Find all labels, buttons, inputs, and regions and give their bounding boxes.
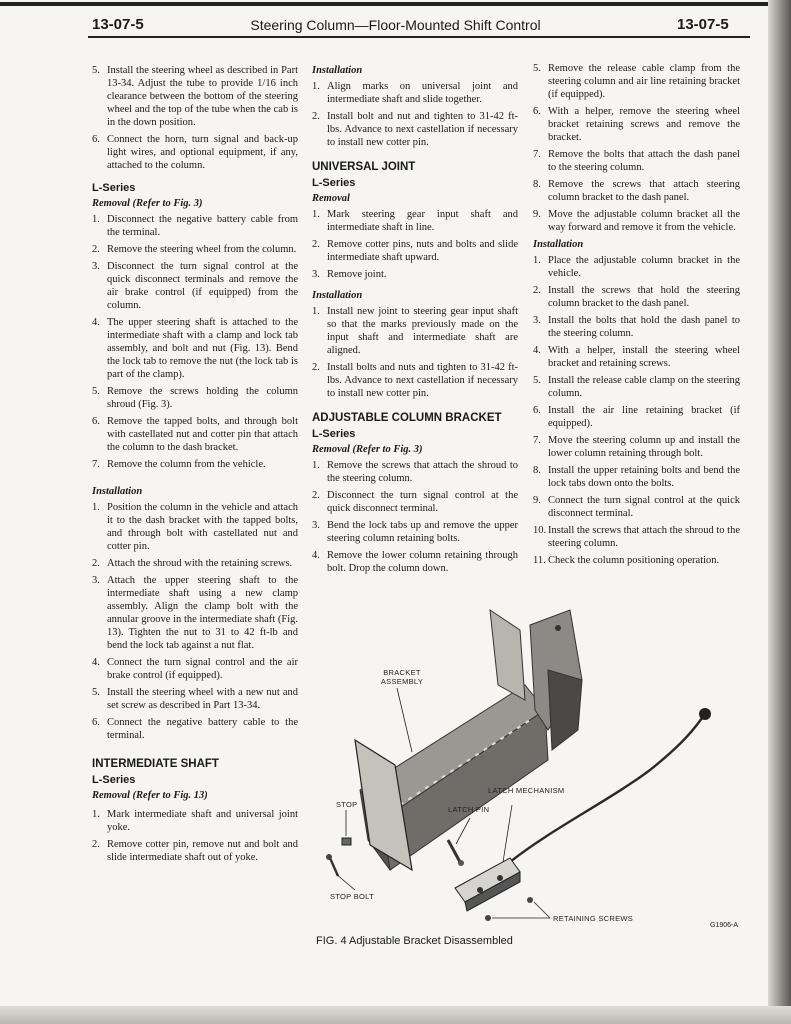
list-col2-installation-2 <box>312 305 518 400</box>
item-number: 2. <box>312 111 320 122</box>
item-text: Install the release cable clamp on the steering column. <box>548 375 740 399</box>
label-latch-mechanism: LATCH MECHANISM <box>488 786 565 795</box>
item-text: Check the column positioning operation. <box>548 555 720 566</box>
item-text: Remove the screws holding the column shroud (Fig. 3). <box>107 386 298 410</box>
top-border <box>0 2 791 6</box>
list-item <box>92 213 298 239</box>
item-text: Install the air line retaining bracket (if equipped). <box>548 405 740 429</box>
item-number: 5. <box>92 386 100 397</box>
column-left <box>92 64 298 868</box>
item-text: Remove the lower column retaining through bolt. Drop the column down. <box>327 550 518 574</box>
list-col1-removal-2 <box>92 808 298 864</box>
item-text: The upper steering shaft is attached to the intermediate shaft with a clamp and lock tab assembly, and bolt and nut (Fig. 13). Bend the lock tab to remove the nut (the lock tab is part of the clamp). <box>107 317 298 380</box>
item-text: Move the adjustable column bracket all the way forward and remove it from the vehicle. <box>548 209 740 233</box>
item-number: 6. <box>533 106 541 117</box>
item-text: Remove the steering wheel from the column. <box>107 244 297 255</box>
item-number: 4. <box>92 657 100 668</box>
item-text: Position the column in the vehicle and attach it to the dash bracket with the tapped bolts, and through bolt with castellated nut and cotter pin. <box>107 502 298 552</box>
list-item <box>312 268 518 281</box>
column-middle <box>312 64 518 579</box>
item-number: 3. <box>92 575 100 586</box>
list-item <box>92 133 298 172</box>
item-number: 11. <box>533 555 546 566</box>
label-latch-pin: LATCH PIN <box>448 805 490 814</box>
list-item <box>92 557 298 570</box>
list-item <box>533 254 740 280</box>
label-stop: STOP <box>336 800 358 809</box>
item-text: Install the screws that attach the shroud to the steering column. <box>548 525 740 549</box>
item-text: Remove the tapped bolts, and through bolt with castellated nut and cotter pin that attach the column to the dash bracket. <box>107 416 298 453</box>
item-text: Mark intermediate shaft and universal joint yoke. <box>107 809 298 833</box>
list-item <box>312 80 518 106</box>
subheading-l-series: L-Series <box>92 182 136 194</box>
list-item <box>92 415 298 454</box>
label-bracket-assembly: BRACKET ASSEMBLY <box>380 668 424 686</box>
list-item <box>533 284 740 310</box>
subheading-l-series-2: L-Series <box>92 774 136 786</box>
item-text: Remove cotter pin, remove nut and bolt and slide intermediate shaft out of yoke. <box>107 839 298 863</box>
item-number: 2. <box>312 239 320 250</box>
item-number: 5. <box>92 687 100 698</box>
item-text: Install the steering wheel with a new nut and set screw as described in Part 13-34. <box>107 687 298 711</box>
item-number: 9. <box>533 495 541 506</box>
item-text: Install the upper retaining bolts and bend the lock tabs down onto the bolts. <box>548 465 740 489</box>
item-text: Connect the horn, turn signal and back-up light wires, and optional equipment, if any, attached to the column. <box>107 134 298 171</box>
item-number: 6. <box>92 717 100 728</box>
list-item <box>312 459 518 485</box>
item-text: Mark steering gear input shaft and intermediate shaft in line. <box>327 209 518 233</box>
list-col2-installation <box>312 80 518 149</box>
subheading-installation: Installation <box>92 486 143 497</box>
list-col2-removal-2 <box>312 459 518 575</box>
item-number: 2. <box>92 558 100 569</box>
list-item <box>312 489 518 515</box>
item-text: With a helper, install the steering wheel bracket and retaining screws. <box>548 345 740 369</box>
item-number: 6. <box>92 134 100 145</box>
list-item <box>92 260 298 312</box>
item-number: 1. <box>312 209 320 220</box>
list-item <box>312 110 518 149</box>
page-bottom-edge <box>0 1006 791 1024</box>
item-text: Connect the turn signal control at the quick disconnect terminal. <box>548 495 740 519</box>
subheading-removal: Removal (Refer to Fig. 3) <box>92 198 203 209</box>
page-number-right: 13-07-5 <box>677 16 729 33</box>
item-text: Disconnect the negative battery cable from the terminal. <box>107 214 298 238</box>
list-item <box>92 574 298 652</box>
figure-adjustable-bracket <box>320 600 740 950</box>
stop-part <box>342 838 351 845</box>
page-spine-shadow <box>768 0 791 1024</box>
list-item <box>92 64 298 129</box>
item-number: 7. <box>92 459 100 470</box>
item-text: Remove the screws that attach steering column bracket to the dash panel. <box>548 179 740 203</box>
item-text: Remove the release cable clamp from the steering column and air line retaining bracket (if equipped). <box>548 63 740 100</box>
list-item <box>533 208 740 234</box>
section-universal-joint: UNIVERSAL JOINT <box>312 161 416 173</box>
item-number: 6. <box>533 405 541 416</box>
item-number: 1. <box>533 255 541 266</box>
item-text: Bend the lock tabs up and remove the upper steering column retaining bolts. <box>327 520 518 544</box>
list-item <box>312 361 518 400</box>
list-item <box>92 808 298 834</box>
item-number: 1. <box>92 214 100 225</box>
page-number-left: 13-07-5 <box>92 16 144 33</box>
item-number: 5. <box>533 375 541 386</box>
list-item <box>533 554 740 567</box>
item-number: 9. <box>533 209 541 220</box>
item-number: 4. <box>92 317 100 328</box>
item-number: 4. <box>533 345 541 356</box>
label-retaining-screws: RETAINING SCREWS <box>553 914 634 923</box>
column-right <box>533 62 740 571</box>
item-number: 1. <box>312 306 320 317</box>
list-item <box>92 838 298 864</box>
item-text: Remove the screws that attach the shroud to the steering column. <box>327 460 518 484</box>
list-item <box>533 464 740 490</box>
subheading-installation-uj: Installation <box>312 65 363 76</box>
header-rule <box>88 36 750 38</box>
list-item <box>533 105 740 144</box>
list-col1-removal <box>92 213 298 471</box>
item-text: Remove the bolts that attach the dash panel to the steering column. <box>548 149 740 173</box>
subheading-removal-acb: Removal (Refer to Fig. 3) <box>312 444 423 455</box>
item-number: 4. <box>312 550 320 561</box>
item-number: 5. <box>533 63 541 74</box>
retaining-screw <box>485 915 491 921</box>
item-text: Connect the negative battery cable to the terminal. <box>107 717 298 741</box>
latch-mechanism <box>455 858 520 911</box>
list-item <box>533 178 740 204</box>
list-item <box>533 62 740 101</box>
list-col2-removal <box>312 208 518 281</box>
item-number: 8. <box>533 465 541 476</box>
list-item <box>533 524 740 550</box>
subheading-removal-uj: Removal <box>312 193 350 204</box>
list-item <box>92 385 298 411</box>
subheading-installation-uj-2: Installation <box>312 290 363 301</box>
list-item <box>312 519 518 545</box>
item-text: Attach the upper steering shaft to the intermediate shaft using a new clamp assembly. Align the clamp bolt with the annular groove in the intermediate shaft (Fig. 13). Tighten the nut to 31 to 42 ft-lb and bend the lock tab against a nut flat. <box>107 575 298 651</box>
item-number: 2. <box>312 490 320 501</box>
item-text: Install bolts and nuts and tighten to 31-42 ft-lbs. Advance to next castellation if necessary to install new cotter pin. <box>327 362 518 399</box>
list-item <box>312 238 518 264</box>
item-number: 7. <box>533 149 541 160</box>
item-number: 2. <box>92 839 100 850</box>
list-item <box>92 316 298 381</box>
item-text: Install new joint to steering gear input shaft so that the marks previously made on the input shaft and intermediate shaft are aligned. <box>327 306 518 356</box>
list-col1-installation <box>92 501 298 742</box>
stop-bolt <box>326 854 338 876</box>
section-intermediate-shaft: INTERMEDIATE SHAFT <box>92 758 219 770</box>
list-item <box>92 501 298 553</box>
item-text: Move the steering column up and install the lower column retaining through bolt. <box>548 435 740 459</box>
list-item <box>92 243 298 256</box>
list-item <box>533 374 740 400</box>
list-item <box>533 148 740 174</box>
list-item <box>312 208 518 234</box>
list-item <box>533 314 740 340</box>
list-item <box>92 458 298 471</box>
bracket-illustration <box>320 600 740 950</box>
item-text: Remove cotter pins, nuts and bolts and slide intermediate shaft upward. <box>327 239 518 263</box>
item-text: Disconnect the turn signal control at the quick disconnect terminals and remove the air brake control (if equipped) from the column. <box>107 261 298 311</box>
figure-code: G1906-A <box>710 922 739 929</box>
item-text: With a helper, remove the steering wheel bracket retaining screws and remove the bracket. <box>548 106 740 143</box>
page-header <box>0 14 791 38</box>
item-text: Disconnect the turn signal control at the quick disconnect terminal. <box>327 490 518 514</box>
cable-knob <box>699 708 711 720</box>
section-adjustable-column-bracket: ADJUSTABLE COLUMN BRACKET <box>312 412 502 424</box>
item-number: 3. <box>92 261 100 272</box>
item-text: Place the adjustable column bracket in the vehicle. <box>548 255 740 279</box>
list-item <box>312 549 518 575</box>
item-number: 6. <box>92 416 100 427</box>
list-item <box>92 686 298 712</box>
section-title: Steering Column—Floor-Mounted Shift Control <box>250 17 541 33</box>
item-text: Connect the turn signal control and the air brake control (if equipped). <box>107 657 298 681</box>
item-number: 7. <box>533 435 541 446</box>
item-number: 1. <box>92 809 100 820</box>
list-item <box>92 656 298 682</box>
item-number: 3. <box>533 315 541 326</box>
item-text: Install the steering wheel as described in Part 13-34. Adjust the tube to provide 1/16 inch clearance between the bottom of the steering wheel and the top of the tube when the cab is in the down position. <box>107 65 298 128</box>
subheading-installation-acb: Installation <box>533 239 584 250</box>
item-number: 5. <box>92 65 100 76</box>
item-text: Install the bolts that hold the dash panel to the steering column. <box>548 315 740 339</box>
item-text: Remove joint. <box>327 269 387 280</box>
list-item <box>533 344 740 370</box>
item-text: Install the screws that hold the steering column bracket to the dash panel. <box>548 285 740 309</box>
item-number: 3. <box>312 520 320 531</box>
item-number: 8. <box>533 179 541 190</box>
item-number: 3. <box>312 269 320 280</box>
list-col3-pre <box>533 62 740 234</box>
subheading-removal-2: Removal (Refer to Fig. 13) <box>92 790 208 801</box>
item-number: 2. <box>92 244 100 255</box>
item-text: Attach the shroud with the retaining screws. <box>107 558 293 569</box>
subheading-l-series-uj: L-Series <box>312 177 356 189</box>
item-number: 1. <box>92 502 100 513</box>
item-number: 2. <box>312 362 320 373</box>
list-col3-installation <box>533 254 740 567</box>
item-text: Align marks on universal joint and intermediate shaft and slide together. <box>327 81 518 105</box>
figure-caption: FIG. 4 Adjustable Bracket Disassembled <box>316 935 513 947</box>
list-item <box>533 494 740 520</box>
list-item <box>533 434 740 460</box>
item-text: Install bolt and nut and tighten to 31-42 ft-lbs. Advance to next castellation if necessary to install new cotter pin. <box>327 111 518 148</box>
item-number: 2. <box>533 285 541 296</box>
retaining-screw <box>527 897 533 903</box>
item-number: 10. <box>533 525 547 536</box>
item-number: 1. <box>312 460 320 471</box>
list-item <box>92 716 298 742</box>
list-item <box>533 404 740 430</box>
subheading-l-series-acb: L-Series <box>312 428 356 440</box>
list-col1-pre <box>92 64 298 172</box>
list-item <box>312 305 518 357</box>
item-text: Remove the column from the vehicle. <box>107 459 266 470</box>
label-stop-bolt: STOP BOLT <box>330 892 374 901</box>
item-number: 1. <box>312 81 320 92</box>
